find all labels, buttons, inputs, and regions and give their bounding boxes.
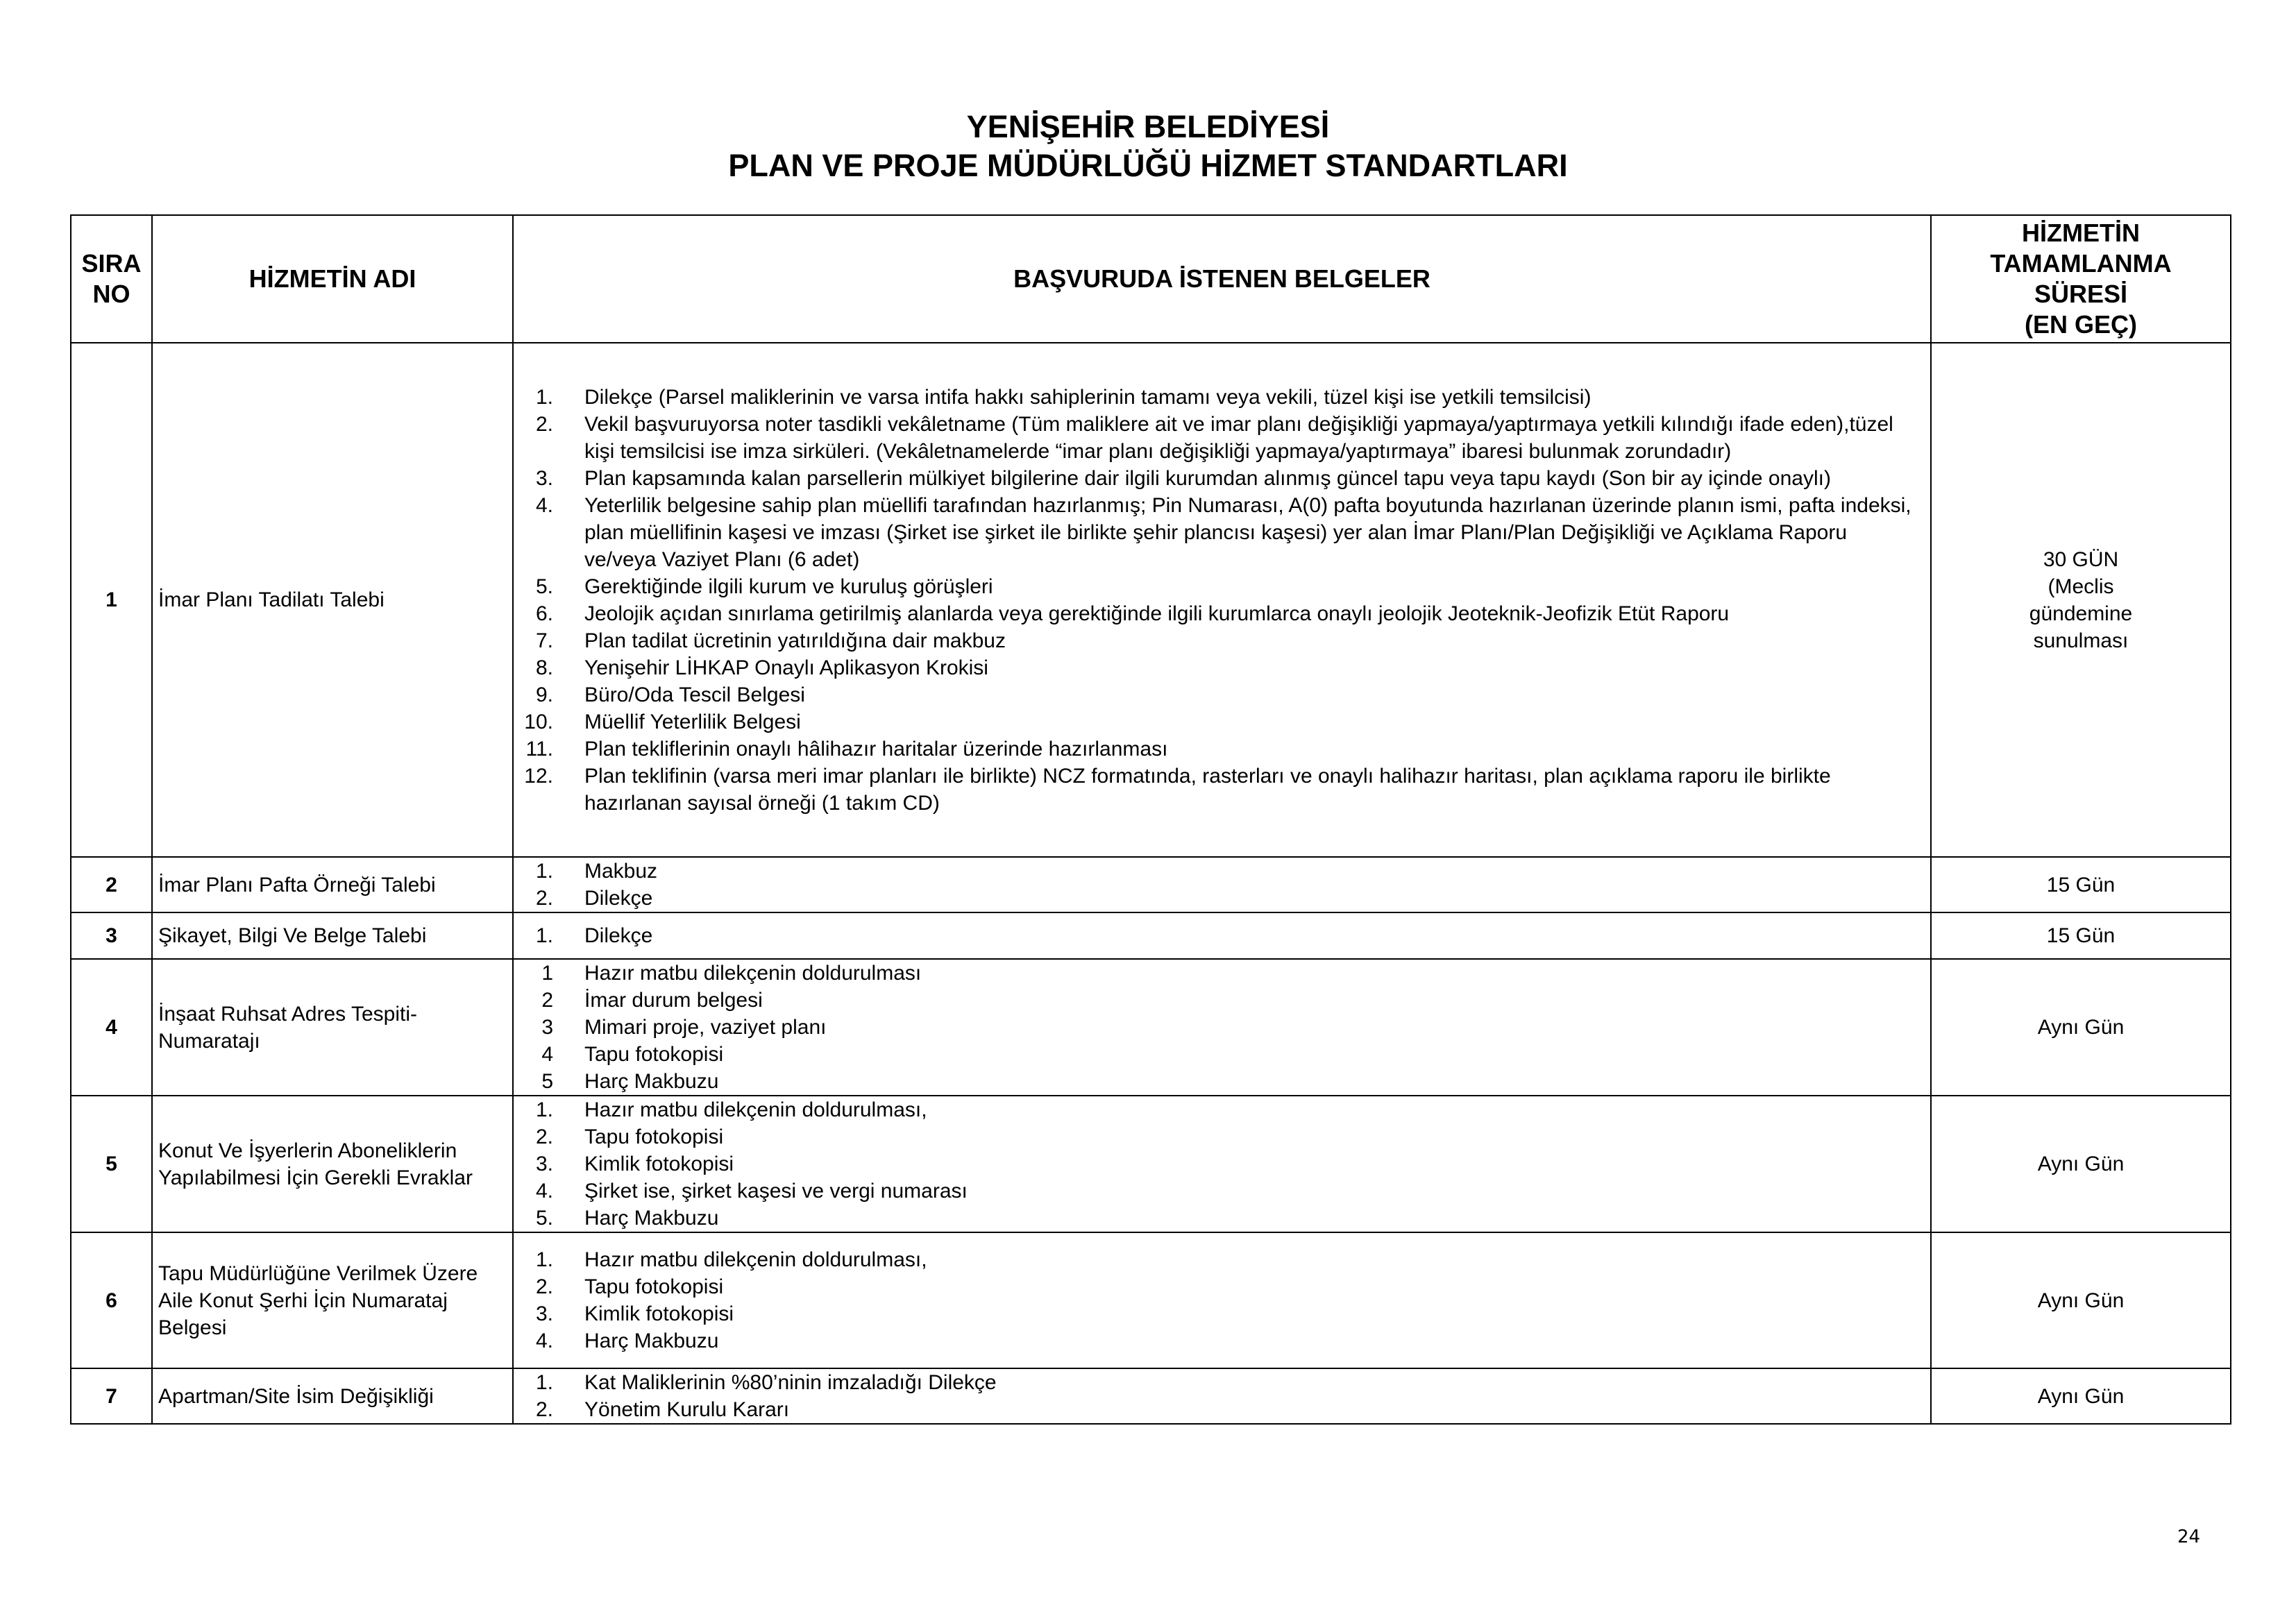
row-number: 5 — [71, 1096, 152, 1232]
list-item-text: Jeolojik açıdan sınırlama getirilmiş alanlarda veya gerektiğinde ilgili kurumlarca onaylı jeolojik Jeoteknik-Jeofizik Etüt Raporu — [584, 602, 1730, 625]
list-item-number: 1. — [535, 385, 553, 409]
list-item-number: 1 — [541, 962, 553, 985]
table-header-row — [71, 215, 2231, 343]
documents-list — [519, 922, 1925, 949]
list-item-text: Yönetim Kurulu Kararı — [584, 1398, 790, 1421]
list-item-text: Yenişehir LİHKAP Onaylı Aplikasyon Krokisi — [584, 656, 988, 679]
table-row — [71, 343, 2231, 857]
row-number: 7 — [71, 1368, 152, 1424]
list-item-number: 3 — [541, 1016, 553, 1039]
required-documents — [513, 857, 1931, 912]
list-item-number: 12. — [524, 764, 553, 788]
list-item-number: 2. — [535, 887, 553, 910]
completion-time-line: 15 Gün — [2046, 924, 2116, 947]
required-documents — [513, 912, 1931, 959]
column-header-no: SIRA NO — [71, 215, 152, 343]
service-name: İmar Planı Pafta Örneği Talebi — [152, 857, 513, 912]
list-item — [519, 1041, 1923, 1068]
row-number: 4 — [71, 959, 152, 1096]
list-item — [519, 987, 1923, 1014]
service-name: İmar Planı Tadilatı Talebi — [152, 343, 513, 857]
list-item-number: 2. — [535, 412, 553, 436]
column-header-time: HİZMETİN TAMAMLANMA SÜRESİ (EN GEÇ) — [1931, 215, 2231, 343]
completion-time — [1931, 343, 2231, 857]
list-item — [519, 1246, 1923, 1273]
list-item-text: Şirket ise, şirket kaşesi ve vergi numarası — [584, 1180, 968, 1203]
list-item-number: 4. — [535, 493, 553, 517]
table-body — [71, 343, 2231, 1424]
list-item-number: 1. — [535, 1098, 553, 1121]
table-row — [71, 959, 2231, 1096]
list-item-text: Tapu fotokopisi — [584, 1125, 724, 1148]
list-item — [519, 600, 1923, 627]
list-item — [519, 1396, 1923, 1423]
list-item — [519, 1369, 1923, 1396]
list-item — [519, 492, 1923, 573]
list-item-number: 1. — [535, 1371, 553, 1394]
documents-list — [519, 1096, 1925, 1232]
required-documents — [513, 1368, 1931, 1424]
list-item-number: 3. — [535, 1302, 553, 1325]
list-item-number: 4. — [535, 1180, 553, 1203]
list-item — [519, 763, 1923, 817]
list-item-number: 1. — [535, 860, 553, 883]
list-item — [519, 654, 1923, 681]
page-header — [0, 108, 2296, 185]
list-item — [519, 1178, 1923, 1205]
list-item — [519, 885, 1923, 912]
list-item-text: Hazır matbu dilekçenin doldurulması, — [584, 1248, 927, 1271]
list-item — [519, 1327, 1923, 1354]
completion-time-line: Aynı Gün — [2037, 1153, 2125, 1175]
completion-time-line: 15 Gün — [2046, 873, 2116, 897]
table-row — [71, 857, 2231, 912]
row-number: 1 — [71, 343, 152, 857]
list-item-text: İmar durum belgesi — [584, 989, 763, 1012]
required-documents — [513, 343, 1931, 857]
list-item-text: Müellif Yeterlilik Belgesi — [584, 710, 801, 733]
list-item-text: Plan tadilat ücretinin yatırıldığına dair makbuz — [584, 629, 1006, 652]
row-number: 2 — [71, 857, 152, 912]
header-title: PLAN VE PROJE MÜDÜRLÜĞÜ HİZMET STANDARTLARI — [728, 148, 1568, 183]
completion-time-line: gündemine — [2029, 602, 2133, 625]
column-header-name: HİZMETİN ADI — [152, 215, 513, 343]
list-item — [519, 384, 1923, 411]
list-item — [519, 922, 1923, 949]
completion-time — [1931, 1096, 2231, 1232]
list-item — [519, 708, 1923, 736]
list-item-text: Harç Makbuzu — [584, 1070, 719, 1093]
list-item — [519, 1300, 1923, 1327]
list-item-number: 6. — [535, 602, 553, 625]
list-item-text: Dilekçe — [584, 887, 653, 910]
list-item — [519, 1068, 1923, 1095]
list-item — [519, 465, 1923, 492]
completion-time-line: Aynı Gün — [2037, 1289, 2125, 1312]
required-documents — [513, 959, 1931, 1096]
list-item-text: Tapu fotokopisi — [584, 1043, 724, 1066]
list-item — [519, 1123, 1923, 1150]
list-item-number: 9. — [535, 683, 553, 706]
service-standards-table — [70, 214, 2231, 1425]
documents-list — [519, 1369, 1925, 1423]
service-name: Tapu Müdürlüğüne Verilmek Üzere Aile Konut Şerhi İçin Numarataj Belgesi — [152, 1232, 513, 1368]
table-row — [71, 1232, 2231, 1368]
header-municipality: YENİŞEHİR BELEDİYESİ — [966, 109, 1330, 144]
list-item-text: Mimari proje, vaziyet planı — [584, 1016, 827, 1039]
service-name: Şikayet, Bilgi Ve Belge Talebi — [152, 912, 513, 959]
page-number: 24 — [2177, 1527, 2201, 1547]
list-item-number: 7. — [535, 629, 553, 652]
completion-time-line: Aynı Gün — [2037, 1384, 2125, 1408]
documents-list — [519, 384, 1925, 817]
list-item — [519, 1096, 1923, 1123]
list-item-number: 2. — [535, 1125, 553, 1148]
completion-time-line: Aynı Gün — [2037, 1016, 2125, 1039]
completion-time — [1931, 1232, 2231, 1368]
service-name: İnşaat Ruhsat Adres Tespiti-Numaratajı — [152, 959, 513, 1096]
completion-time — [1931, 959, 2231, 1096]
list-item-number: 10. — [524, 710, 553, 733]
list-item-text: Makbuz — [584, 860, 658, 883]
completion-time — [1931, 1368, 2231, 1424]
list-item-text: Tapu fotokopisi — [584, 1275, 724, 1298]
required-documents — [513, 1096, 1931, 1232]
completion-time-line: (Meclis — [2048, 575, 2114, 598]
list-item-text: Harç Makbuzu — [584, 1207, 719, 1230]
list-item — [519, 411, 1923, 465]
list-item-number: 5. — [535, 1207, 553, 1230]
list-item — [519, 627, 1923, 654]
list-item-number: 11. — [525, 737, 553, 760]
list-item-text: Harç Makbuzu — [584, 1329, 719, 1352]
table-row — [71, 1096, 2231, 1232]
list-item — [519, 681, 1923, 708]
list-item-text: Gerektiğinde ilgili kurum ve kuruluş görüşleri — [584, 575, 993, 598]
list-item-text: Vekil başvuruyorsa noter tasdikli vekâletname (Tüm maliklere ait ve imar planı değişikliği yapmaya/yaptırmaya yetkili kılındığı ifade eden),tüzel kişi temsilcisi ise imza sirküleri. (Vekâletnamelerde “imar planı değişikliği yapmaya/yaptırmaya” ibaresi bulunmak zorundadır) — [584, 412, 1893, 463]
list-item-number: 5. — [535, 575, 553, 598]
list-item-number: 3. — [535, 1153, 553, 1175]
list-item-text: Büro/Oda Tescil Belgesi — [584, 683, 805, 706]
list-item — [519, 1273, 1923, 1300]
list-item-text: Dilekçe — [584, 924, 653, 947]
list-item-number: 1. — [535, 924, 553, 947]
list-item-text: Hazır matbu dilekçenin doldurulması, — [584, 1098, 927, 1121]
list-item-text: Hazır matbu dilekçenin doldurulması — [584, 962, 922, 985]
list-item-text: Plan kapsamında kalan parsellerin mülkiyet bilgilerine dair ilgili kurumdan alınmış güncel tapu veya tapu kaydı (Son bir ay içinde onaylı) — [584, 466, 1831, 490]
service-name: Konut Ve İşyerlerin Aboneliklerin Yapılabilmesi İçin Gerekli Evraklar — [152, 1096, 513, 1232]
list-item-text: Yeterlilik belgesine sahip plan müellifi tarafından hazırlanmış; Pin Numarası, A(0) pafta boyutunda hazırlanan üzerinde planın ismi, pafta indeksi, plan müellifinin kaşesi ve imzası (Şirket ise şirket ile birlikte şehir plancısı kaşesi) yer alan İmar Planı/Plan Değişikliği ve Açıklama Raporu ve/veya Vaziyet Planı (6 adet) — [584, 493, 1911, 571]
table-row — [71, 1368, 2231, 1424]
list-item-text: Plan teklifinin (varsa meri imar planları ile birlikte) NCZ formatında, rasterları ve onaylı halihazır haritası, plan açıklama raporu ile birlikte hazırlanan sayısal örneği (1 takım CD) — [584, 764, 1831, 815]
list-item — [519, 1014, 1923, 1041]
row-number: 3 — [71, 912, 152, 959]
list-item-number: 3. — [535, 466, 553, 490]
list-item-number: 5 — [541, 1070, 553, 1093]
list-item-number: 8. — [535, 656, 553, 679]
documents-list — [519, 1246, 1925, 1354]
completion-time — [1931, 912, 2231, 959]
list-item-text: Kat Maliklerinin %80’ninin imzaladığı Dilekçe — [584, 1371, 997, 1394]
completion-time — [1931, 857, 2231, 912]
service-name: Apartman/Site İsim Değişikliği — [152, 1368, 513, 1424]
table-row — [71, 912, 2231, 959]
list-item-text: Plan tekliflerinin onaylı hâlihazır haritalar üzerinde hazırlanması — [584, 737, 1168, 760]
list-item-number: 2. — [535, 1275, 553, 1298]
column-header-documents: BAŞVURUDA İSTENEN BELGELER — [513, 215, 1931, 343]
list-item-number: 1. — [535, 1248, 553, 1271]
list-item — [519, 1205, 1923, 1232]
list-item-number: 2. — [535, 1398, 553, 1421]
completion-time-line: 30 GÜN — [2043, 547, 2119, 571]
list-item-number: 4 — [541, 1043, 553, 1066]
list-item-text: Dilekçe (Parsel maliklerinin ve varsa intifa hakkı sahiplerinin tamamı veya vekili, tüzel kişi ise yetkili temsilcisi) — [584, 385, 1592, 409]
list-item — [519, 858, 1923, 885]
list-item — [519, 960, 1923, 987]
required-documents — [513, 1232, 1931, 1368]
list-item-text: Kimlik fotokopisi — [584, 1302, 734, 1325]
list-item-number: 2 — [541, 989, 553, 1012]
row-number: 6 — [71, 1232, 152, 1368]
list-item — [519, 1150, 1923, 1178]
list-item-text: Kimlik fotokopisi — [584, 1153, 734, 1175]
list-item — [519, 573, 1923, 600]
completion-time-line: sunulması — [2033, 629, 2129, 652]
list-item-number: 4. — [535, 1329, 553, 1352]
documents-list — [519, 960, 1925, 1095]
documents-list — [519, 858, 1925, 912]
list-item — [519, 736, 1923, 763]
